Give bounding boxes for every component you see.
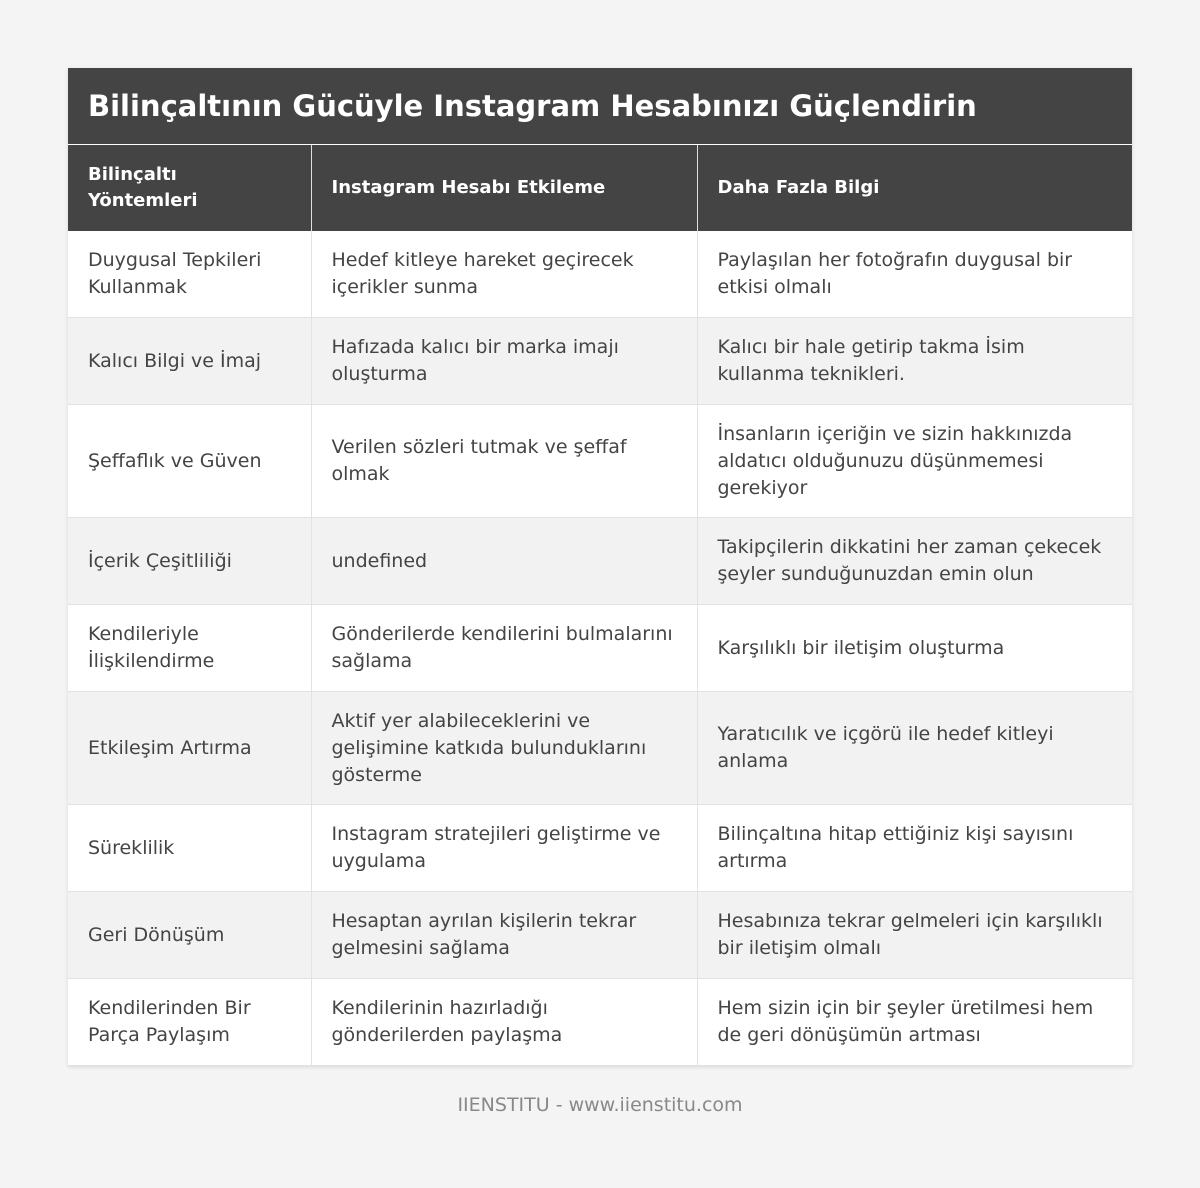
table-cell: İçerik Çeşitliliği: [68, 518, 311, 605]
table-cell: undefined: [311, 518, 697, 605]
table-cell: Bilinçaltına hitap ettiğiniz kişi sayısını artırma: [697, 805, 1132, 892]
table-row: [68, 892, 1132, 979]
table-cell: Verilen sözleri tutmak ve şeffaf olmak: [311, 405, 697, 518]
table-row: [68, 231, 1132, 318]
column-header: Instagram Hesabı Etkileme: [311, 145, 697, 231]
table-cell: Hedef kitleye hareket geçirecek içerikler sunma: [311, 231, 697, 318]
table-row: [68, 605, 1132, 692]
footer-credit: IIENSTITU - www.iienstitu.com: [457, 1094, 743, 1116]
table-cell: Yaratıcılık ve içgörü ile hedef kitleyi anlama: [697, 692, 1132, 805]
column-header: Daha Fazla Bilgi: [697, 145, 1132, 231]
table-row: [68, 692, 1132, 805]
table-cell: Aktif yer alabileceklerini ve gelişimine katkıda bulunduklarını gösterme: [311, 692, 697, 805]
table-cell: Hafızada kalıcı bir marka imajı oluşturma: [311, 318, 697, 405]
table-cell: Instagram stratejileri geliştirme ve uygulama: [311, 805, 697, 892]
table-cell: Kendileriyle İlişkilendirme: [68, 605, 311, 692]
table-header-row: [68, 145, 1132, 231]
table-cell: Paylaşılan her fotoğrafın duygusal bir etkisi olmalı: [697, 231, 1132, 318]
table-cell: Süreklilik: [68, 805, 311, 892]
table-cell: Hem sizin için bir şeyler üretilmesi hem de geri dönüşümün artması: [697, 979, 1132, 1066]
table-row: [68, 518, 1132, 605]
table-cell: Gönderilerde kendilerini bulmalarını sağlama: [311, 605, 697, 692]
table-cell: Etkileşim Artırma: [68, 692, 311, 805]
table-row: [68, 979, 1132, 1066]
table-cell: Kendilerinin hazırladığı gönderilerden paylaşma: [311, 979, 697, 1066]
table-cell: Takipçilerin dikkatini her zaman çekecek şeyler sunduğunuzdan emin olun: [697, 518, 1132, 605]
table-cell: Duygusal Tepkileri Kullanmak: [68, 231, 311, 318]
table-cell: Hesabınıza tekrar gelmeleri için karşılıklı bir iletişim olmalı: [697, 892, 1132, 979]
table-cell: Kalıcı bir hale getirip takma İsim kullanma teknikleri.: [697, 318, 1132, 405]
column-header: Bilinçaltı Yöntemleri: [68, 145, 311, 231]
table-cell: Kalıcı Bilgi ve İmaj: [68, 318, 311, 405]
table-cell: Hesaptan ayrılan kişilerin tekrar gelmesini sağlama: [311, 892, 697, 979]
table-cell: Kendilerinden Bir Parça Paylaşım: [68, 979, 311, 1066]
data-table: [68, 145, 1132, 1066]
table-cell: Karşılıklı bir iletişim oluşturma: [697, 605, 1132, 692]
table-row: [68, 318, 1132, 405]
page-title: Bilinçaltının Gücüyle Instagram Hesabınızı Güçlendirin: [88, 89, 977, 123]
table-row: [68, 405, 1132, 518]
content-card: [68, 68, 1132, 1066]
title-bar: [68, 68, 1132, 145]
table-cell: İnsanların içeriğin ve sizin hakkınızda aldatıcı olduğunuzu düşünmemesi gerekiyor: [697, 405, 1132, 518]
table-row: [68, 805, 1132, 892]
table-cell: Geri Dönüşüm: [68, 892, 311, 979]
table-cell: Şeffaflık ve Güven: [68, 405, 311, 518]
